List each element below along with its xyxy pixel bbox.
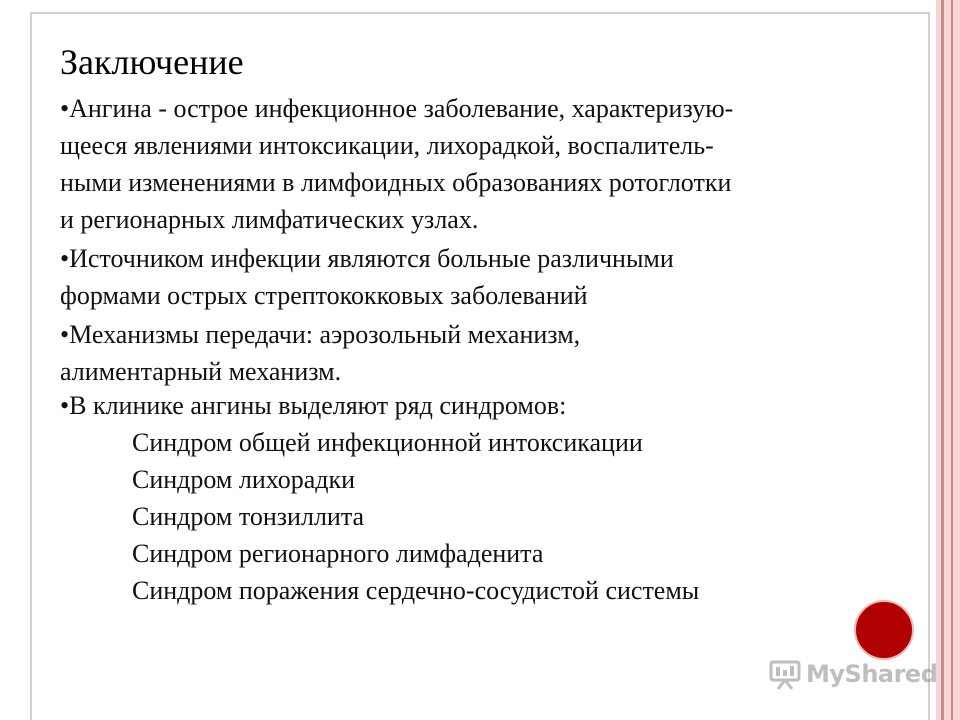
bullet-mark: • bbox=[60, 320, 70, 349]
red-circle-decoration bbox=[854, 600, 914, 660]
bullet-paragraph-3 bbox=[60, 316, 860, 390]
bullet-paragraph-1 bbox=[60, 90, 860, 238]
right-decorative-stripes bbox=[936, 0, 960, 720]
slide-title: Заключение bbox=[60, 42, 244, 82]
text-line: щееся явлениями интоксикации, лихорадкой, воспалитель- bbox=[60, 131, 714, 160]
syndrome-item: Синдром регионарного лимфаденита bbox=[132, 539, 544, 568]
stripe-line bbox=[941, 0, 944, 720]
bullet-mark: • bbox=[60, 391, 70, 420]
stripe-line bbox=[951, 0, 953, 720]
syndrome-item: Синдром поражения сердечно-сосудистой системы bbox=[132, 576, 700, 605]
text-line: алиментарный механизм. bbox=[60, 357, 342, 386]
text-line: •Ангина - острое инфекционное заболевание, характеризую- bbox=[60, 94, 734, 123]
syndrome-item: Синдром лихорадки bbox=[132, 465, 356, 494]
bullet-paragraph-4 bbox=[60, 387, 860, 609]
text-line: •Механизмы передачи: аэрозольный механизм, bbox=[60, 320, 581, 349]
text-line: •Источником инфекции являются больные различными bbox=[60, 244, 674, 273]
text-line: •В клинике ангины выделяют ряд синдромов: bbox=[60, 391, 567, 420]
bullet-mark: • bbox=[60, 94, 70, 123]
syndrome-item: Синдром общей инфекционной интоксикации bbox=[132, 428, 643, 457]
text-line: и регионарных лимфатических узлах. bbox=[60, 205, 479, 234]
myshared-watermark[interactable] bbox=[768, 656, 937, 692]
bullet-mark: • bbox=[60, 244, 70, 273]
presentation-board-icon bbox=[768, 657, 802, 691]
slide-body bbox=[60, 90, 860, 609]
text-line: ными изменениями в лимфоидных образованиях ротоглотки bbox=[60, 168, 732, 197]
bullet-paragraph-2 bbox=[60, 240, 860, 314]
text-line: формами острых стрептококковых заболеваний bbox=[60, 281, 588, 310]
syndrome-item: Синдром тонзиллита bbox=[132, 502, 365, 531]
watermark-text: MyShared bbox=[806, 660, 938, 688]
